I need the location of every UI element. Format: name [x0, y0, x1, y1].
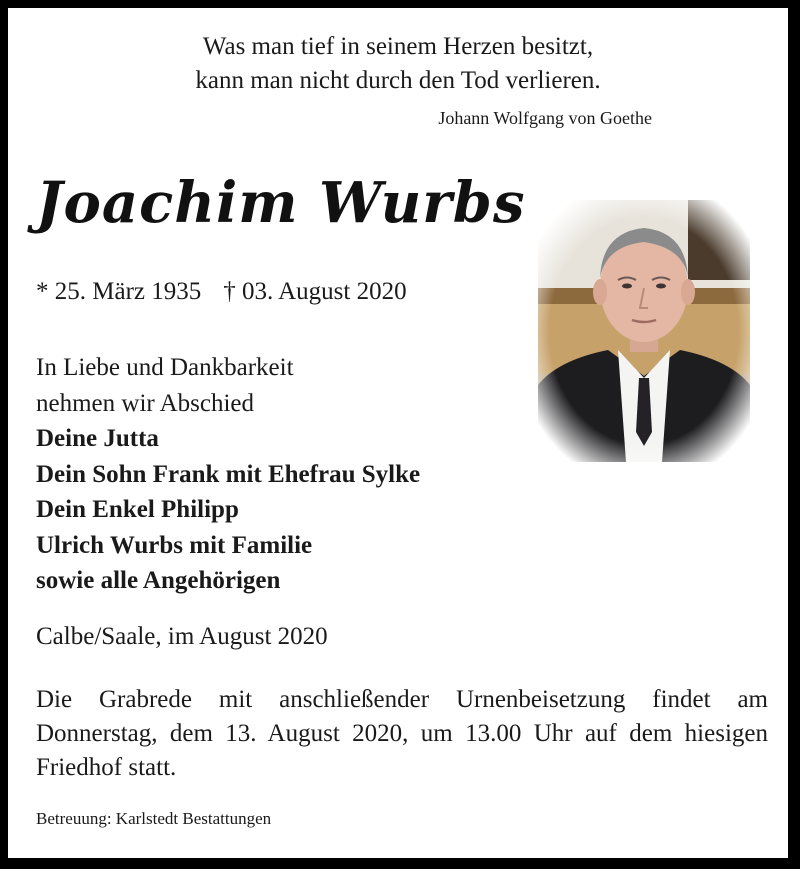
obituary-card	[8, 8, 788, 858]
funeral-notice: Die Grabrede mit anschließender Urnenbeisetzung findet am Donnerstag, dem 13. August 2020, um 13.00 Uhr auf dem hiesigen Friedhof statt.	[36, 686, 768, 781]
mourners-list	[36, 350, 420, 599]
mourner-name: Dein Enkel Philipp	[36, 496, 239, 523]
mourner-name: Deine Jutta	[36, 425, 159, 452]
life-dates	[36, 278, 407, 306]
mourner-name: Dein Sohn Frank mit Ehefrau Sylke	[36, 460, 421, 488]
goethe-quote	[8, 30, 788, 128]
intro-line: nehmen wir Abschied	[36, 389, 255, 417]
place-date: Calbe/Saale, im August 2020	[36, 623, 328, 650]
mourner-name: sowie alle Angehörigen	[36, 567, 281, 594]
portrait-photo	[538, 200, 750, 462]
quote-author: Johann Wolfgang von Goethe	[438, 108, 652, 128]
quote-line: Was man tief in seinem Herzen besitzt,	[202, 33, 594, 60]
portrait-image	[538, 200, 750, 462]
quote-line: kann man nicht durch den Tod verlieren.	[195, 67, 601, 94]
deceased-name: Joachim Wurbs	[36, 170, 526, 236]
birth-date: * 25. März 1935	[36, 278, 202, 305]
undertaker-credit: Betreuung: Karlstedt Bestattungen	[36, 809, 272, 828]
intro-line: In Liebe und Dankbarkeit	[36, 354, 294, 381]
mourner-name: Ulrich Wurbs mit Familie	[36, 531, 313, 559]
death-date: † 03. August 2020	[223, 278, 407, 305]
